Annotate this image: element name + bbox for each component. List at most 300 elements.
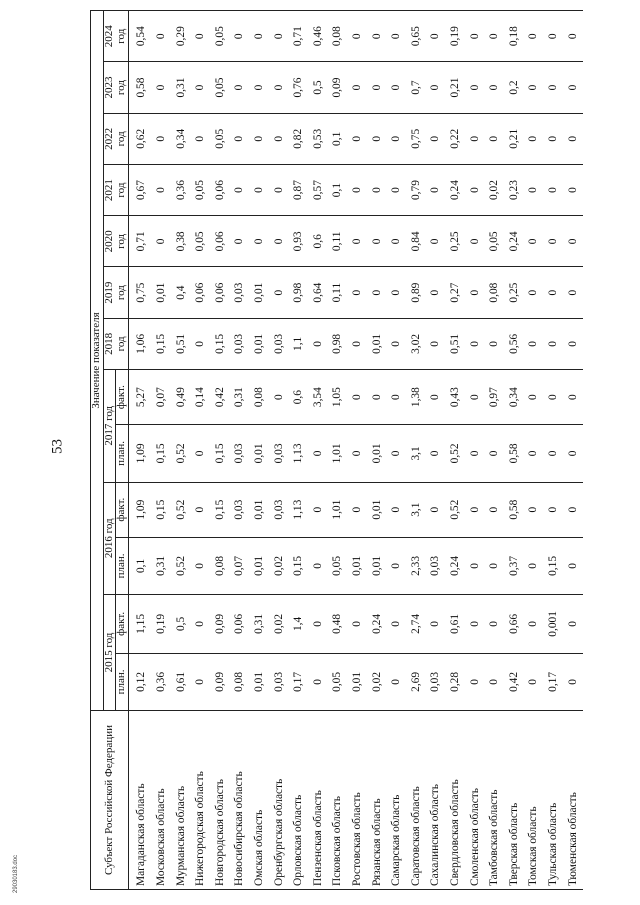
value-cell: 0,03 (427, 653, 447, 710)
header-year-2019: 2019 год (103, 267, 128, 318)
header-subject: Субъект Российской Федерации (91, 711, 129, 890)
value-cell: 0,21 (505, 113, 525, 164)
header-2017-plan: план. (116, 425, 129, 482)
value-cell: 0,64 (309, 267, 329, 318)
table-row (544, 11, 564, 890)
value-cell: 3,54 (309, 370, 329, 425)
value-cell: 0 (466, 318, 486, 369)
value-cell: 2,74 (407, 595, 427, 654)
value-cell: 0,34 (505, 370, 525, 425)
value-cell: 0 (466, 11, 486, 62)
value-cell: 0 (427, 370, 447, 425)
subject-name-cell: Нижегородская область (191, 711, 211, 890)
value-cell: 0 (544, 11, 564, 62)
value-cell: 0 (368, 113, 388, 164)
value-cell: 0 (387, 482, 407, 537)
value-cell: 0,31 (152, 537, 172, 594)
value-cell: 0 (427, 113, 447, 164)
value-cell: 0 (564, 482, 584, 537)
value-cell: 0 (525, 537, 545, 594)
value-cell: 0,57 (309, 164, 329, 215)
value-cell: 0 (348, 425, 368, 482)
table-row (368, 11, 388, 890)
value-cell: 0 (485, 425, 505, 482)
value-cell: 0 (525, 595, 545, 654)
value-cell: 0,51 (446, 318, 466, 369)
value-cell: 0 (387, 653, 407, 710)
header-year-2023: 2023 год (103, 62, 128, 113)
value-cell: 0,05 (211, 62, 231, 113)
value-cell: 0 (485, 62, 505, 113)
value-cell: 0,34 (172, 113, 192, 164)
value-cell: 0,06 (231, 595, 251, 654)
value-cell: 0,15 (211, 482, 231, 537)
value-cell: 0,09 (329, 62, 349, 113)
subject-name-cell: Томская область (525, 711, 545, 890)
document-code: 29030183.doc (13, 854, 19, 893)
value-cell: 0 (231, 113, 251, 164)
value-cell: 0,15 (289, 537, 309, 594)
value-cell: 0 (485, 653, 505, 710)
value-cell: 0 (270, 164, 290, 215)
table-rotation-wrapper (90, 10, 610, 890)
value-cell: 0,24 (446, 537, 466, 594)
table-row (466, 11, 486, 890)
value-cell: 1,01 (329, 425, 349, 482)
value-cell: 0 (368, 11, 388, 62)
value-cell: 0,24 (368, 595, 388, 654)
value-cell: 0,05 (191, 164, 211, 215)
value-cell: 0,5 (172, 595, 192, 654)
value-cell: 0,19 (152, 595, 172, 654)
table-row (446, 11, 466, 890)
value-cell: 0 (427, 425, 447, 482)
value-cell: 0,01 (348, 537, 368, 594)
value-cell: 0,001 (544, 595, 564, 654)
value-cell: 0 (191, 113, 211, 164)
value-cell: 0,01 (368, 318, 388, 369)
value-cell: 0 (270, 216, 290, 267)
value-cell: 0 (466, 537, 486, 594)
value-cell: 0 (564, 62, 584, 113)
value-cell: 0 (231, 216, 251, 267)
value-cell: 0,52 (446, 482, 466, 537)
value-cell: 0 (152, 62, 172, 113)
value-cell: 3,02 (407, 318, 427, 369)
value-cell: 0 (250, 62, 270, 113)
value-cell: 1,4 (289, 595, 309, 654)
table-row (505, 11, 525, 890)
value-cell: 0,01 (250, 537, 270, 594)
value-cell: 0,97 (485, 370, 505, 425)
value-cell: 3,1 (407, 425, 427, 482)
value-cell: 0,71 (128, 216, 152, 267)
value-cell: 0,31 (250, 595, 270, 654)
table-row (270, 11, 290, 890)
value-cell: 0 (564, 425, 584, 482)
value-cell: 3,1 (407, 482, 427, 537)
value-cell: 0,12 (128, 653, 152, 710)
value-cell: 0,58 (505, 425, 525, 482)
value-cell: 0 (466, 425, 486, 482)
value-cell: 0 (348, 164, 368, 215)
table-row (525, 11, 545, 890)
value-cell: 0,06 (211, 267, 231, 318)
value-cell: 0,49 (172, 370, 192, 425)
table-row (407, 11, 427, 890)
subject-name-cell: Самарская область (387, 711, 407, 890)
table-row (128, 11, 152, 890)
value-cell: 0 (544, 267, 564, 318)
table-row (191, 11, 211, 890)
table-row (387, 11, 407, 890)
value-cell: 0 (191, 537, 211, 594)
value-cell: 0,67 (128, 164, 152, 215)
value-cell: 0 (466, 482, 486, 537)
value-cell: 0 (250, 113, 270, 164)
value-cell: 0,37 (505, 537, 525, 594)
value-cell: 0,52 (446, 425, 466, 482)
value-cell: 0,52 (172, 537, 192, 594)
header-2016-plan: план. (116, 537, 129, 594)
header-2015-plan: план. (116, 653, 129, 710)
value-cell: 0,01 (250, 482, 270, 537)
value-cell: 0,65 (407, 11, 427, 62)
subject-name-cell: Новгородская область (211, 711, 231, 890)
value-cell: 0 (427, 318, 447, 369)
value-cell: 0 (544, 318, 564, 369)
value-cell: 0 (466, 370, 486, 425)
value-cell: 0 (525, 216, 545, 267)
value-cell: 0 (525, 11, 545, 62)
value-cell: 0 (564, 318, 584, 369)
value-cell: 0,07 (152, 370, 172, 425)
value-cell: 0,01 (250, 267, 270, 318)
subject-name-cell: Ростовская область (348, 711, 368, 890)
value-cell: 0 (348, 595, 368, 654)
value-cell: 0 (466, 267, 486, 318)
value-cell: 0 (564, 595, 584, 654)
value-cell: 0 (270, 62, 290, 113)
value-cell: 0 (564, 11, 584, 62)
value-cell: 0 (348, 216, 368, 267)
value-cell: 0 (387, 62, 407, 113)
header-2016-fact: факт. (116, 482, 129, 537)
value-cell: 0 (466, 653, 486, 710)
value-cell: 1,06 (128, 318, 152, 369)
value-cell: 0,28 (446, 653, 466, 710)
value-cell: 0,61 (446, 595, 466, 654)
rotated-table-container (90, 10, 610, 890)
value-cell: 0 (368, 62, 388, 113)
value-cell: 0,06 (211, 216, 231, 267)
value-cell: 0,05 (329, 653, 349, 710)
indicator-table (90, 10, 583, 890)
value-cell: 0,15 (152, 482, 172, 537)
value-cell: 0,31 (172, 62, 192, 113)
header-year-2016: 2016 год (103, 482, 116, 595)
value-cell: 0 (152, 113, 172, 164)
value-cell: 0 (564, 113, 584, 164)
subject-name-cell: Магаданская область (128, 711, 152, 890)
value-cell: 0,52 (172, 425, 192, 482)
value-cell: 0,23 (505, 164, 525, 215)
value-cell: 0,01 (368, 537, 388, 594)
value-cell: 0,01 (250, 425, 270, 482)
page-number: 53 (49, 439, 66, 454)
value-cell: 0,14 (191, 370, 211, 425)
subject-name-cell: Тюменская область (564, 711, 584, 890)
subject-name-cell: Свердловская область (446, 711, 466, 890)
table-row (250, 11, 270, 890)
value-cell: 0,15 (211, 425, 231, 482)
value-cell: 0,03 (231, 267, 251, 318)
subject-name-cell: Псковская область (329, 711, 349, 890)
header-2017-fact: факт. (116, 370, 129, 425)
value-cell: 1,09 (128, 425, 152, 482)
value-cell: 1,05 (329, 370, 349, 425)
value-cell: 0,53 (309, 113, 329, 164)
value-cell: 0 (525, 425, 545, 482)
value-cell: 0 (466, 595, 486, 654)
subject-name-cell: Тамбовская область (485, 711, 505, 890)
value-cell: 0 (387, 425, 407, 482)
value-cell: 0,05 (485, 216, 505, 267)
value-cell: 0 (270, 11, 290, 62)
value-cell: 0,76 (289, 62, 309, 113)
value-cell: 0 (525, 164, 545, 215)
value-cell: 0 (191, 482, 211, 537)
header-year-2021: 2021 год (103, 164, 128, 215)
header-year-2018: 2018 год (103, 318, 128, 369)
value-cell: 0 (348, 62, 368, 113)
value-cell: 0 (466, 164, 486, 215)
value-cell: 0 (250, 11, 270, 62)
value-cell: 0 (387, 113, 407, 164)
value-cell: 0,6 (289, 370, 309, 425)
value-cell: 0 (485, 595, 505, 654)
value-cell: 0 (427, 11, 447, 62)
value-cell: 0,11 (329, 267, 349, 318)
value-cell: 0,43 (446, 370, 466, 425)
subject-name-cell: Омская область (250, 711, 270, 890)
table-row (231, 11, 251, 890)
value-cell: 0 (427, 216, 447, 267)
value-cell: 0,98 (289, 267, 309, 318)
value-cell: 0,05 (191, 216, 211, 267)
value-cell: 0,09 (211, 653, 231, 710)
header-year-2024: 2024 год (103, 11, 128, 62)
value-cell: 0 (525, 370, 545, 425)
value-cell: 0 (231, 11, 251, 62)
value-cell: 0 (348, 267, 368, 318)
value-cell: 0,36 (172, 164, 192, 215)
value-cell: 0,08 (485, 267, 505, 318)
table-row (348, 11, 368, 890)
value-cell: 0,05 (211, 11, 231, 62)
value-cell: 0 (368, 216, 388, 267)
value-cell: 0 (544, 216, 564, 267)
value-cell: 0 (191, 653, 211, 710)
value-cell: 0 (544, 370, 564, 425)
value-cell: 0,03 (427, 537, 447, 594)
value-cell: 0 (466, 216, 486, 267)
value-cell: 1,01 (329, 482, 349, 537)
value-cell: 0 (309, 425, 329, 482)
value-cell: 0,25 (446, 216, 466, 267)
value-cell: 0 (387, 267, 407, 318)
value-cell: 0,75 (407, 113, 427, 164)
value-cell: 0 (466, 62, 486, 113)
value-cell: 0 (387, 537, 407, 594)
value-cell: 0 (564, 653, 584, 710)
value-cell: 0 (525, 482, 545, 537)
value-cell: 0,03 (231, 482, 251, 537)
value-cell: 0,01 (250, 318, 270, 369)
value-cell: 0 (231, 164, 251, 215)
value-cell: 0,08 (250, 370, 270, 425)
value-cell: 0 (309, 595, 329, 654)
value-cell: 0 (427, 62, 447, 113)
value-cell: 0,08 (231, 653, 251, 710)
value-cell: 0,5 (309, 62, 329, 113)
value-cell: 0,08 (329, 11, 349, 62)
value-cell: 1,38 (407, 370, 427, 425)
value-cell: 0,51 (172, 318, 192, 369)
header-year-2022: 2022 год (103, 113, 128, 164)
value-cell: 0 (564, 216, 584, 267)
value-cell: 0,01 (368, 482, 388, 537)
value-cell: 0,27 (446, 267, 466, 318)
value-cell: 0 (544, 482, 564, 537)
subject-name-cell: Орловская область (289, 711, 309, 890)
value-cell: 0 (525, 113, 545, 164)
value-cell: 0,62 (128, 113, 152, 164)
subject-name-cell: Тульская область (544, 711, 564, 890)
table-body (128, 11, 583, 890)
value-cell: 5,27 (128, 370, 152, 425)
value-cell: 0,1 (128, 537, 152, 594)
table-row (564, 11, 584, 890)
value-cell: 0,36 (152, 653, 172, 710)
value-cell: 0 (525, 62, 545, 113)
value-cell: 0,58 (505, 482, 525, 537)
value-cell: 0 (485, 113, 505, 164)
subject-name-cell: Сахалинская область (427, 711, 447, 890)
value-cell: 0 (387, 595, 407, 654)
table-row (289, 11, 309, 890)
value-cell: 0 (152, 11, 172, 62)
value-cell: 0,02 (270, 537, 290, 594)
value-cell: 0 (250, 164, 270, 215)
value-cell: 0,89 (407, 267, 427, 318)
value-cell: 0,42 (211, 370, 231, 425)
value-cell: 0,03 (270, 653, 290, 710)
value-cell: 0 (485, 318, 505, 369)
value-cell: 0 (270, 267, 290, 318)
value-cell: 0,05 (211, 113, 231, 164)
subject-name-cell: Новосибирская область (231, 711, 251, 890)
value-cell: 0,98 (329, 318, 349, 369)
value-cell: 0 (387, 11, 407, 62)
value-cell: 1,09 (128, 482, 152, 537)
value-cell: 0 (564, 370, 584, 425)
value-cell: 0,22 (446, 113, 466, 164)
value-cell: 0,79 (407, 164, 427, 215)
value-cell: 0 (250, 216, 270, 267)
value-cell: 0,1 (329, 164, 349, 215)
value-cell: 0 (564, 267, 584, 318)
value-cell: 0 (348, 482, 368, 537)
value-cell: 0 (485, 11, 505, 62)
value-cell: 2,33 (407, 537, 427, 594)
table-row (152, 11, 172, 890)
value-cell: 0 (270, 113, 290, 164)
value-cell: 0 (348, 370, 368, 425)
value-cell: 0 (309, 318, 329, 369)
value-cell: 0,02 (485, 164, 505, 215)
value-cell: 0,02 (270, 595, 290, 654)
value-cell: 0,24 (505, 216, 525, 267)
value-cell: 0,42 (505, 653, 525, 710)
value-cell: 1,13 (289, 482, 309, 537)
value-cell: 0 (525, 318, 545, 369)
value-cell: 0 (368, 370, 388, 425)
value-cell: 0,21 (446, 62, 466, 113)
value-cell: 0 (368, 164, 388, 215)
value-cell: 0 (309, 537, 329, 594)
value-cell: 0,52 (172, 482, 192, 537)
value-cell: 0,03 (270, 318, 290, 369)
table-row (211, 11, 231, 890)
value-cell: 0,2 (505, 62, 525, 113)
subject-name-cell: Тверская область (505, 711, 525, 890)
value-cell: 0 (387, 370, 407, 425)
value-cell: 0,15 (152, 425, 172, 482)
subject-name-cell: Пензенская область (309, 711, 329, 890)
value-cell: 0,75 (128, 267, 152, 318)
value-cell: 0,24 (446, 164, 466, 215)
subject-name-cell: Смоленская область (466, 711, 486, 890)
value-cell: 0 (485, 482, 505, 537)
header-year-2015: 2015 год (103, 595, 116, 711)
table-row (309, 11, 329, 890)
value-cell: 0,01 (368, 425, 388, 482)
value-cell: 0 (191, 595, 211, 654)
value-cell: 0,01 (152, 267, 172, 318)
value-cell: 0 (387, 164, 407, 215)
value-cell: 0,03 (270, 425, 290, 482)
value-cell: 0,07 (231, 537, 251, 594)
value-cell: 0 (525, 653, 545, 710)
value-cell: 0,84 (407, 216, 427, 267)
value-cell: 0,09 (211, 595, 231, 654)
value-cell: 1,1 (289, 318, 309, 369)
value-cell: 0 (191, 11, 211, 62)
value-cell: 0 (564, 164, 584, 215)
value-cell: 0 (368, 267, 388, 318)
value-cell: 0,11 (329, 216, 349, 267)
value-cell: 0 (152, 216, 172, 267)
value-cell: 0 (348, 11, 368, 62)
value-cell: 0 (427, 164, 447, 215)
value-cell: 0,58 (128, 62, 152, 113)
value-cell: 0 (427, 595, 447, 654)
value-cell: 0,19 (446, 11, 466, 62)
value-cell: 0 (348, 318, 368, 369)
value-cell: 0,87 (289, 164, 309, 215)
subject-name-cell: Рязанская область (368, 711, 388, 890)
